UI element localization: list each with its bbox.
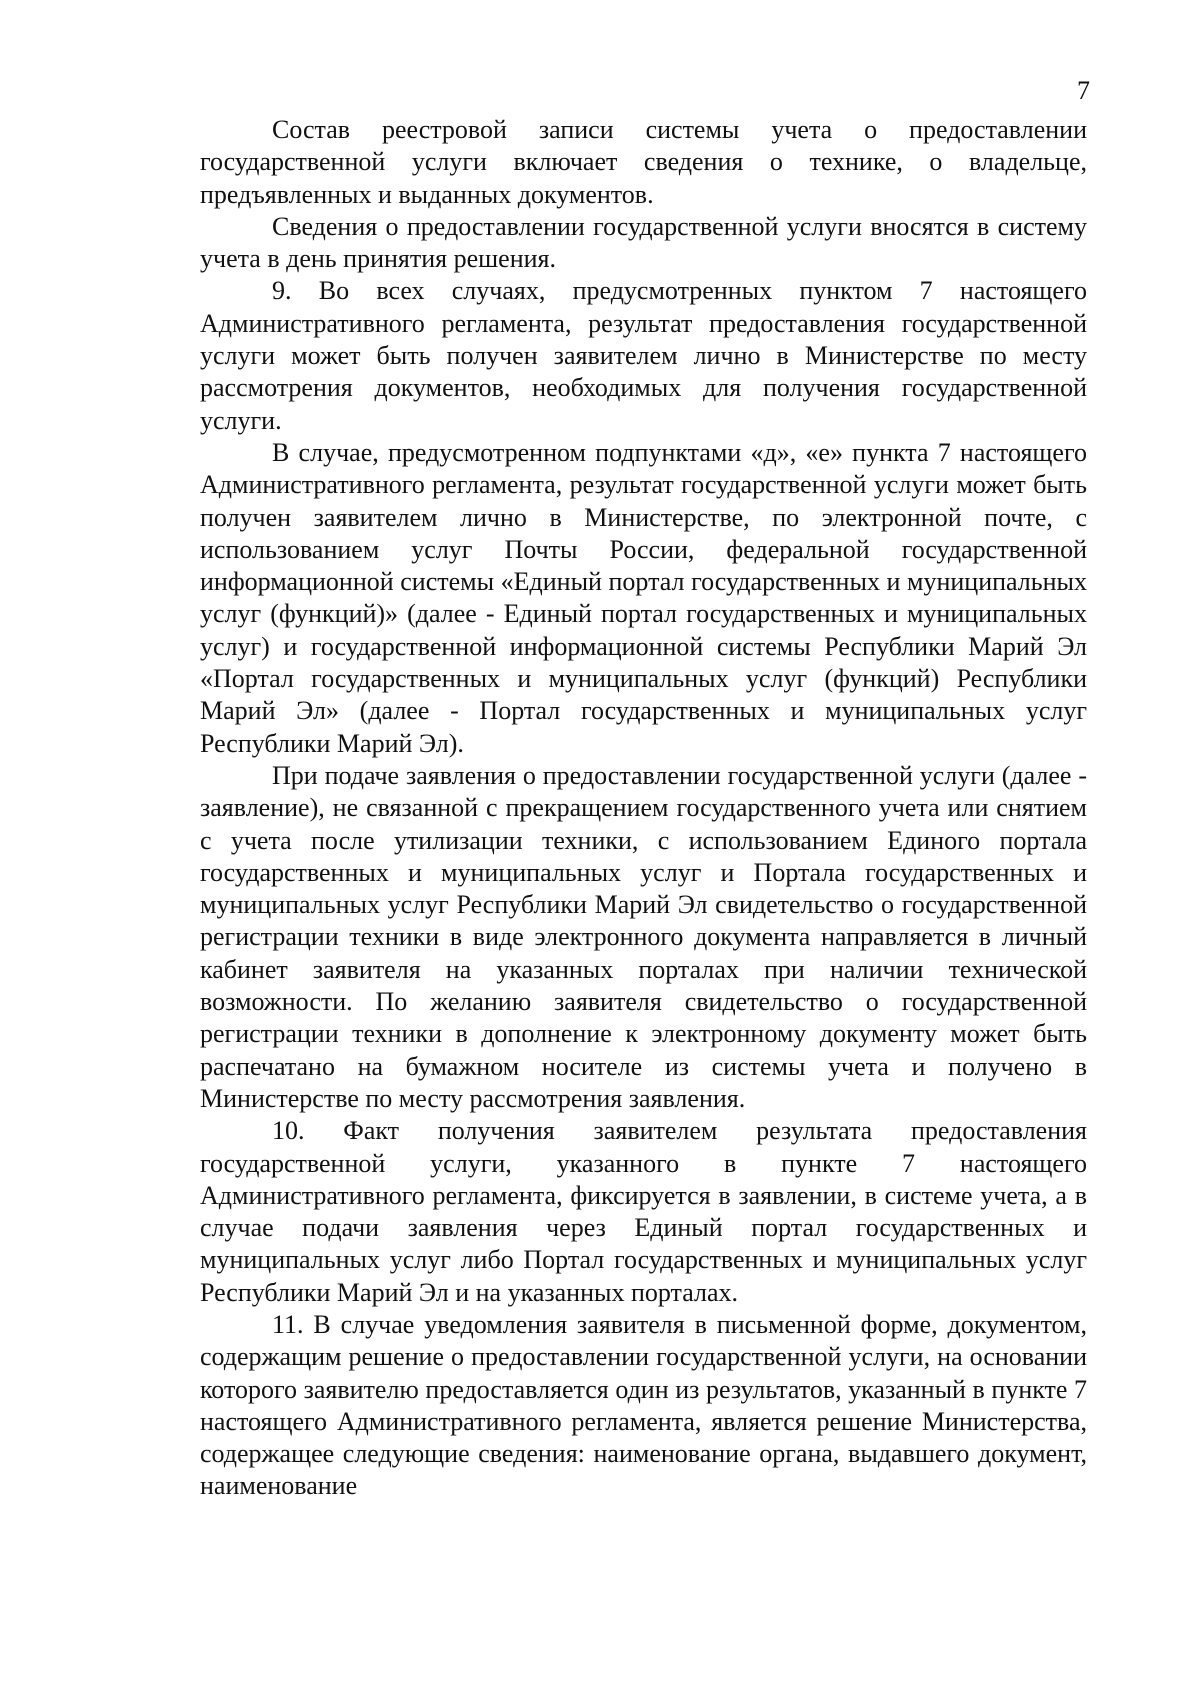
paragraph-service-info: Сведения о предоставлении государственной услуги вносятся в систему учета в день принятия решения. <box>200 211 1087 274</box>
paragraph-subitems-d-e: В случае, предусмотренном подпунктами «д», «е» пункта 7 настоящего Административного регламента, результат государственной услуги может быть получен заявителем лично в Министерстве, по электронной почте, с использованием услуг Почты России, федеральной государственной информационной системы «Единый портал государственных и муниципальных услуг (функций)» (далее - Единый портал государственных и муниципальных услуг) и государственной информационной системы Республики Марий Эл «Портал государственных и муниципальных услуг (функций) Республики Марий Эл» (далее - Портал государственных и муниципальных услуг Республики Марий Эл). <box>200 437 1087 758</box>
page-number: 7 <box>1077 76 1090 105</box>
paragraph-item-11: 11. В случае уведомления заявителя в письменной форме, документом, содержащим решение о предоставлении государственной услуги, на основании которого заявителю предоставляется один из результатов, указанный в пункте 7 настоящего Административного регламента, является решение Министерства, содержащее следующие сведения: наименование органа, выдавшего документ, наименование <box>200 1309 1087 1501</box>
paragraph-item-10: 10. Факт получения заявителем результата предоставления государственной услуги, указанного в пункте 7 настоящего Административного регламента, фиксируется в заявлении, в системе учета, а в случае подачи заявления через Единый портал государственных и муниципальных услуг либо Портал государственных и муниципальных услуг Республики Марий Эл и на указанных порталах. <box>200 1116 1087 1307</box>
paragraph-application-submission: При подаче заявления о предоставлении государственной услуги (далее - заявление), не связанной с прекращением государственного учета или снятием с учета после утилизации техники, с использованием Единого портала государственных и муниципальных услуг и Портала государственных и муниципальных услуг Республики Марий Эл свидетельство о государственной регистрации техники в виде электронного документа направляется в личный кабинет заявителя на указанных порталах при наличии технической возможности. По желанию заявителя свидетельство о государственной регистрации техники в дополнение к электронному документу может быть распечатано на бумажном носителе из системы учета и получено в Министерстве по месту рассмотрения заявления. <box>200 760 1087 1113</box>
paragraph-registry-record: Состав реестровой записи системы учета о предоставлении государственной услуги включает сведения о технике, о владельце, предъявленных и выданных документов. <box>200 115 1087 209</box>
paragraph-item-9: 9. Во всех случаях, предусмотренных пунктом 7 настоящего Административного регламента, результат предоставления государственной услуги может быть получен заявителем лично в Министерстве по месту рассмотрения документов, необходимых для получения государственной услуги. <box>200 276 1087 435</box>
document-body <box>200 114 1087 1503</box>
